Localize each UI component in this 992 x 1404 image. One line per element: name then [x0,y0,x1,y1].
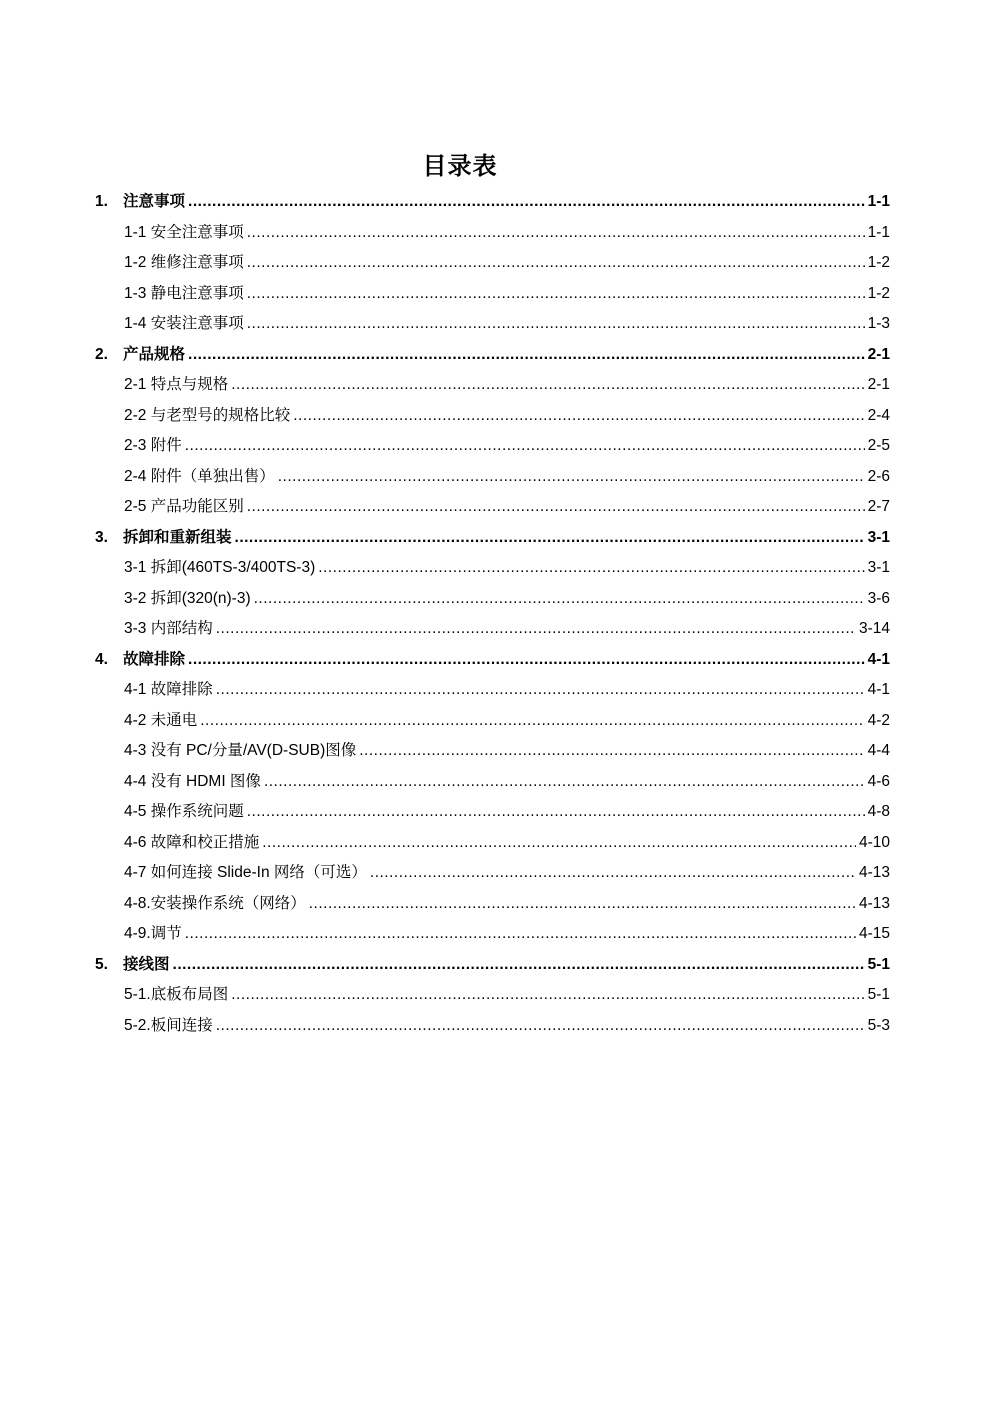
table-of-contents [95,187,890,1041]
dot-leader [247,492,865,523]
dot-leader [188,340,865,371]
dot-leader [188,187,865,218]
toc-page-number: 4-4 [867,742,890,759]
toc-entry-label: 4-1 故障排除 [124,681,213,698]
toc-entry-label: 2-1 特点与规格 [124,376,229,393]
toc-entry-label: 3-1 拆卸(460TS-3/400TS-3) [124,559,316,576]
toc-section-entry[interactable] [95,614,890,645]
toc-entry-label: 4-7 如何连接 Slide-In 网络（可选） [124,864,367,881]
dot-leader [231,370,864,401]
toc-section-entry[interactable] [95,889,890,920]
toc-section-entry[interactable] [95,1011,890,1042]
toc-chapter-entry[interactable] [95,950,890,981]
toc-page-number: 4-2 [867,711,890,729]
toc-entry-label: 注意事项 [123,193,186,210]
toc-page-number: 2-5 [867,437,890,454]
toc-entry-label: 4-8.安装操作系统（网络） [124,894,306,912]
toc-page-number: 1-2 [867,254,890,271]
toc-section-entry[interactable] [95,248,890,279]
toc-entry-label: 1-1 安全注意事项 [124,223,244,241]
toc-section-entry[interactable] [95,431,890,462]
toc-entry-label: 5-2.板间连接 [124,1016,213,1034]
dot-leader [309,889,856,920]
toc-entry-label: 故障排除 [123,650,186,668]
toc-section-entry[interactable] [95,736,890,767]
dot-leader [247,279,865,310]
dot-leader [370,858,856,889]
toc-section-entry[interactable] [95,584,890,615]
toc-entry-label: 2-4 附件（单独出售） [124,467,275,485]
toc-page-number: 1-2 [867,284,890,302]
toc-section-entry[interactable] [95,553,890,584]
toc-entry-label: 4-3 没有 PC/分量/AV(D-SUB)图像 [124,742,357,759]
dot-leader [254,584,865,615]
toc-chapter-entry[interactable] [95,340,890,371]
dot-leader [247,218,865,249]
toc-section-entry[interactable] [95,401,890,432]
toc-section-entry[interactable] [95,706,890,737]
toc-entry-label: 1-3 静电注意事项 [124,284,244,302]
toc-page-number: 1-3 [867,315,890,332]
toc-page-number: 1-1 [867,223,890,241]
toc-entry-label: 产品规格 [123,345,186,363]
toc-section-entry[interactable] [95,492,890,523]
toc-entry-label: 4-5 操作系统问题 [124,803,244,820]
toc-entry-label: 2-2 与老型号的规格比较 [124,406,291,424]
toc-chapter-entry[interactable] [95,187,890,218]
dot-leader [318,553,864,584]
toc-section-entry[interactable] [95,858,890,889]
toc-page-number: 4-1 [867,650,890,668]
dot-leader [231,980,864,1011]
toc-section-entry[interactable] [95,919,890,950]
dot-leader [216,675,865,706]
toc-entry-label: 1-4 安装注意事项 [124,315,244,332]
dot-leader [216,614,856,645]
toc-section-entry[interactable] [95,218,890,249]
toc-entry-label: 3-2 拆卸(320(n)-3) [124,589,251,607]
toc-page-number: 3-14 [858,620,890,637]
dot-leader [278,462,865,493]
toc-page-number: 2-1 [867,376,890,393]
toc-page-number: 4-8 [867,803,890,820]
toc-section-entry[interactable] [95,279,890,310]
toc-entry-label: 接线图 [123,955,170,973]
toc-entry-label: 2-5 产品功能区别 [124,498,244,515]
toc-page-number: 3-1 [867,528,890,546]
dot-leader [188,645,865,676]
toc-page-number: 2-6 [867,467,890,485]
toc-page-number: 5-1 [867,986,890,1003]
toc-entry-label: 4-9.调节 [124,925,182,942]
toc-chapter-number: 4. [95,650,108,668]
toc-page-number: 1-1 [867,193,890,210]
dot-leader [247,797,865,828]
dot-leader [200,706,864,737]
toc-section-entry[interactable] [95,370,890,401]
toc-section-entry[interactable] [95,462,890,493]
toc-page-number: 3-6 [867,589,890,607]
toc-chapter-number: 5. [95,955,108,973]
toc-chapter-entry[interactable] [95,645,890,676]
dot-leader [247,309,865,340]
toc-page-number: 4-13 [858,894,890,912]
toc-entry-label: 4-6 故障和校正措施 [124,833,260,851]
toc-chapter-number: 3. [95,528,108,546]
dot-leader [359,736,864,767]
toc-entry-label: 2-3 附件 [124,437,182,454]
dot-leader [216,1011,865,1042]
toc-section-entry[interactable] [95,675,890,706]
toc-page-number: 5-3 [867,1016,890,1034]
toc-entry-label: 4-4 没有 HDMI 图像 [124,772,261,790]
toc-chapter-number: 1. [95,193,108,210]
toc-page-number: 4-13 [858,864,890,881]
toc-page-number: 5-1 [867,955,890,973]
dot-leader [264,767,865,798]
toc-entry-label: 1-2 维修注意事项 [124,254,244,271]
dot-leader [185,919,856,950]
toc-page-number: 4-15 [858,925,890,942]
toc-page-number: 4-10 [858,833,890,851]
toc-page-number: 2-7 [867,498,890,515]
toc-section-entry[interactable] [95,797,890,828]
toc-page-number: 4-6 [867,772,890,790]
toc-entry-label: 3-3 内部结构 [124,620,213,637]
toc-chapter-entry[interactable] [95,523,890,554]
toc-section-entry[interactable] [95,309,890,340]
dot-leader [185,431,865,462]
toc-section-entry[interactable] [95,980,890,1011]
toc-entry-label: 5-1.底板布局图 [124,986,229,1003]
toc-entry-label: 4-2 未通电 [124,711,198,729]
dot-leader [235,523,865,554]
toc-page-number: 2-1 [867,345,890,363]
dot-leader [293,401,864,432]
toc-section-entry[interactable] [95,828,890,859]
toc-page-number: 4-1 [867,681,890,698]
toc-chapter-number: 2. [95,345,108,363]
toc-page-number: 3-1 [867,559,890,576]
toc-page-number: 2-4 [867,406,890,424]
dot-leader [173,950,865,981]
dot-leader [247,248,865,279]
dot-leader [262,828,856,859]
toc-entry-label: 拆卸和重新组装 [123,528,232,546]
toc-section-entry[interactable] [95,767,890,798]
page-title: 目录表 [422,153,498,180]
